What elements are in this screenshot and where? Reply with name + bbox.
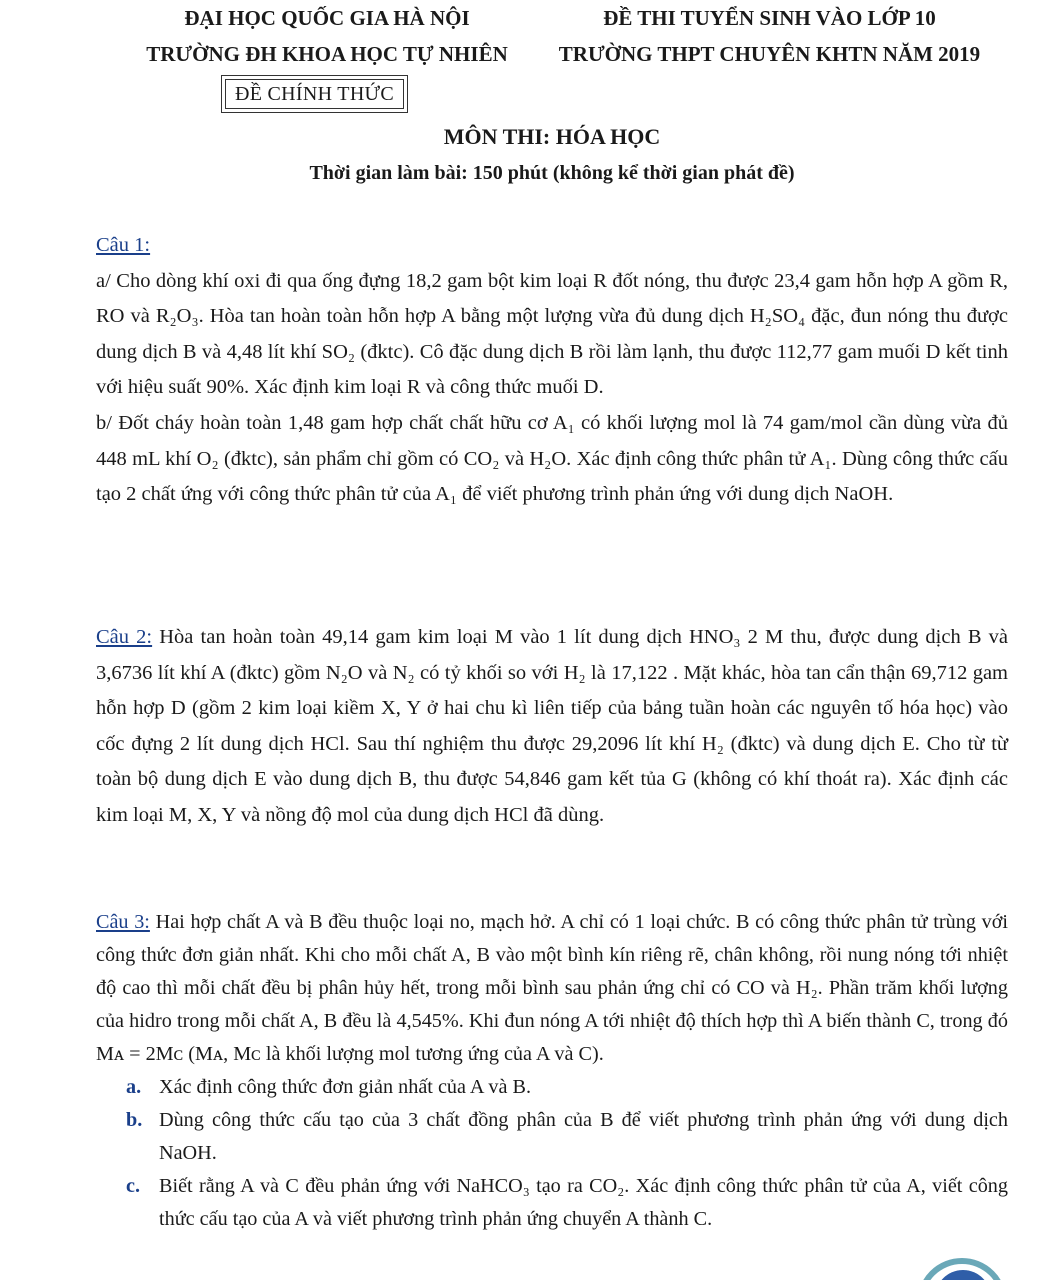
university-name: ĐẠI HỌC QUỐC GIA HÀ NỘI [184, 6, 470, 30]
list-item [96, 1104, 1008, 1170]
official-stamp-box [221, 75, 408, 113]
question-3-label: Câu 3: [96, 911, 150, 933]
question-1-part-b: b/ Đốt cháy hoàn toàn 1,48 gam hợp chất chất hữu cơ A₁ có khối lượng mol là 74 gam/mol cần dùng vừa đủ 448 mL khí O₂ (đktc), sản phẩm chỉ gồm có CO₂ và H₂O. Xác định công thức phân tử A₁. Dùng công thức cấu tạo 2 chất ứng với công thức phân tử của A₁ để viết phương trình phản ứng với dung dịch NaOH. [96, 411, 1008, 506]
subject-title: MÔN THI: HÓA HỌC [443, 124, 661, 149]
list-item-text: Dùng công thức cấu tạo của 3 chất đồng phân của B để viết phương trình phản ứng với dung dịch NaOH. [159, 1109, 1008, 1164]
question-3 [96, 906, 1008, 1236]
question-1-label: Câu 1: [96, 234, 151, 256]
list-item-text: Biết rằng A và C đều phản ứng với NaHCO₃ tạo ra CO₂. Xác định công thức phân tử của A, viết công thức cấu tạo của A và viết phương trình phản ứng chuyển A thành C. [159, 1175, 1008, 1230]
question-3-text: Hai hợp chất A và B đều thuộc loại no, mạch hở. A chỉ có 1 loại chức. B có công thức phân tử trùng với công thức đơn giản nhất. Khi cho mỗi chất A, B vào một bình kín riêng rẽ, chân không, rồi nung nóng tới nhiệt độ cao thì mỗi chất đều bị phân hủy hết, trong mỗi bình sau phản ứng chỉ có CO và H₂. Phần trăm khối lượng của hidro trong mỗi chất A, B đều là 4,545%. Khi đun nóng A tới nhiệt độ thích hợp thì A biến thành C, trong đó Mᴀ = 2Mᴄ (Mᴀ, Mᴄ là khối lượng mol tương ứng của A và C). [96, 911, 1008, 1065]
list-item [96, 1170, 1008, 1236]
question-1-part-a: a/ Cho dòng khí oxi đi qua ống đựng 18,2 gam bột kim loại R đốt nóng, thu được 23,4 gam hỗn hợp A gồm R, RO và R₂O₃. Hòa tan hoàn toàn hỗn hợp A bằng một lượng vừa đủ dung dịch H₂SO₄ đặc, đun nóng thu được dung dịch B và 4,48 lít khí SO₂ (đktc). Cô đặc dung dịch B rồi làm lạnh, thu được 112,77 gam muối D kết tinh với hiệu suất 90%. Xác định kim loại R và công thức muối D. [96, 269, 1008, 399]
list-marker: b. [126, 1109, 143, 1131]
question-2 [96, 620, 1008, 834]
question-2-text: Hòa tan hoàn toàn 49,14 gam kim loại M vào 1 lít dung dịch HNO₃ 2 M thu, được dung dịch B và 3,6736 lít khí A (đktc) gồm N₂O và N₂ có tỷ khối so với H₂ là 17,122 . Mặt khác, hòa tan cẩn thận 69,712 gam hỗn hợp D (gồm 2 kim loại kiềm X, Y ở hai chu kì liên tiếp của bảng tuần hoàn các nguyên tố hóa học) vào cốc đựng 2 lít dung dịch HCl. Sau thí nghiệm thu được 29,2096 lít khí H₂ (đktc) và dung dịch E. Cho từ từ toàn bộ dung dịch E vào dung dịch B, thu được 54,846 gam kết tủa G (không có khí thoát ra). Xác định các kim loại M, X, Y và nồng độ mol của dung dịch HCl đã dùng. [96, 626, 1009, 826]
official-label: ĐỀ CHÍNH THỨC [225, 79, 404, 109]
school-name: TRƯỜNG ĐH KHOA HỌC TỰ NHIÊN [146, 42, 508, 66]
question-3-subitems [96, 1071, 1008, 1236]
list-item-text: Xác định công thức đơn giản nhất của A và B. [159, 1076, 532, 1098]
list-marker: c. [126, 1175, 141, 1197]
header-left [112, 0, 542, 72]
list-marker: a. [126, 1076, 142, 1098]
school-logo-icon [905, 1240, 1018, 1280]
exam-duration: Thời gian làm bài: 150 phút (không kể thời gian phát đề) [309, 162, 795, 184]
question-2-label: Câu 2: [96, 626, 153, 648]
exam-school-year: TRƯỜNG THPT CHUYÊN KHTN NĂM 2019 [558, 42, 981, 66]
header-right [542, 0, 997, 72]
exam-title: ĐỀ THI TUYỂN SINH VÀO LỚP 10 [603, 6, 936, 30]
list-item [96, 1071, 1008, 1104]
question-1 [96, 228, 1008, 513]
